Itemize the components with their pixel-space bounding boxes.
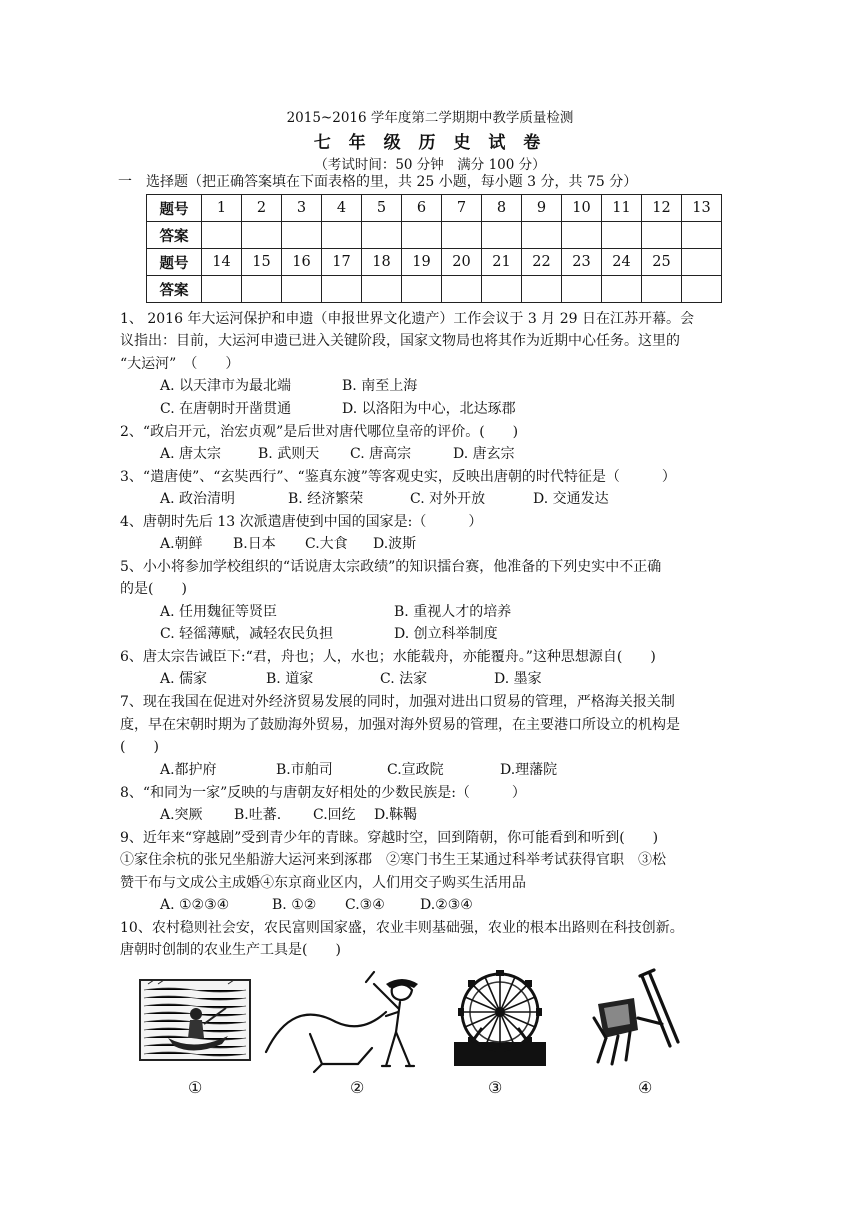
question-number: 7 <box>442 195 482 222</box>
question-number: 24 <box>602 249 642 276</box>
answer-cell[interactable] <box>402 276 442 303</box>
answer-cell[interactable] <box>282 276 322 303</box>
answer-cell[interactable] <box>202 222 242 249</box>
option-b: B. 经济繁荣 <box>288 491 364 507</box>
option-c: C. 对外开放 <box>410 491 486 507</box>
question-6-text: 6、唐太宗告诫臣下:“君，舟也；人，水也；水能载舟，亦能覆舟。”这种思想源自( ) <box>120 649 656 665</box>
answer-cell[interactable] <box>442 276 482 303</box>
option-d: D.理藩院 <box>500 762 558 778</box>
answer-cell[interactable] <box>282 222 322 249</box>
answer-cell[interactable] <box>242 222 282 249</box>
answer-cell[interactable] <box>602 276 642 303</box>
question-9-text: 赞干布与文成公主成婚④东京商业区内，人们用交子购买生活用品 <box>120 875 526 891</box>
question-number: 1 <box>202 195 242 222</box>
exam-info: （考试时间：50 分钟 满分 100 分） <box>314 157 546 173</box>
question-number: 14 <box>202 249 242 276</box>
option-a: A. 儒家 <box>160 671 208 687</box>
table-row <box>147 222 722 249</box>
answer-cell[interactable] <box>442 222 482 249</box>
question-5-text: 的是( ) <box>120 581 187 597</box>
option-b: B. ①② <box>272 897 317 913</box>
table-label: 题号 <box>147 249 202 276</box>
option-a: A. 唐太宗 <box>160 446 222 462</box>
table-label: 答案 <box>147 276 202 303</box>
answer-cell[interactable] <box>602 222 642 249</box>
question-7-text: 7、现在我国在促进对外经济贸易发展的同时，加强对进出口贸易的管理，严格海关报关制 <box>120 694 675 710</box>
option-c: C.宣政院 <box>387 762 444 778</box>
option-a: A. 以天津市为最北端 <box>160 378 292 394</box>
table-row <box>147 195 722 222</box>
answer-cell[interactable] <box>562 222 602 249</box>
question-number: 12 <box>642 195 682 222</box>
option-a: A. ①②③④ <box>160 897 230 913</box>
answer-cell[interactable] <box>682 276 722 303</box>
option-c: C.大食 <box>305 536 348 552</box>
question-number <box>682 249 722 276</box>
question-7-text: ( ) <box>120 739 159 755</box>
curved-plow-image <box>262 968 428 1074</box>
option-d: D. 创立科举制度 <box>394 626 498 642</box>
option-b: B.日本 <box>233 536 276 552</box>
option-a: A.朝鲜 <box>160 536 203 552</box>
question-number: 25 <box>642 249 682 276</box>
figure-label: ② <box>350 1078 365 1097</box>
answer-cell[interactable] <box>482 276 522 303</box>
option-a: A.都护府 <box>160 762 217 778</box>
option-d: D. 交通发达 <box>533 491 609 507</box>
answer-cell[interactable] <box>522 222 562 249</box>
exam-term: 2015~2016 学年度第二学期期中教学质量检测 <box>286 110 574 126</box>
exam-title: 七 年 级 历 史 试 卷 <box>313 133 547 153</box>
question-number: 21 <box>482 249 522 276</box>
option-a: A.突厥 <box>160 807 203 823</box>
question-10-text: 10、农村稳则社会安，农民富则国家盛，农业丰则基础强，农业的根本出路则在科技创新。 <box>120 920 684 936</box>
question-number: 6 <box>402 195 442 222</box>
question-1-text: “大运河” （ ） <box>120 356 240 372</box>
question-10-text: 唐朝时创制的农业生产工具是( ) <box>120 942 341 958</box>
question-1-text: 1、 2016 年大运河保护和申遗（申报世界文化遗产）工作会议于 3 月 29 日在江苏开幕。会 <box>120 311 694 327</box>
option-a: A. 任用魏征等贤臣 <box>160 604 278 620</box>
question-number: 18 <box>362 249 402 276</box>
question-number: 23 <box>562 249 602 276</box>
option-b: B. 武则天 <box>258 446 320 462</box>
question-3-text: 3、“遣唐使”、“玄奘西行”、“鉴真东渡”等客观史实，反映出唐朝的时代特征是（ ） <box>120 469 676 485</box>
question-1-text: 议指出：目前，大运河申遗已进入关键阶段，国家文物局也将其作为近期中心任务。这里的 <box>120 333 680 349</box>
option-d: D. 以洛阳为中心，北达琢郡 <box>342 401 516 417</box>
table-row <box>147 249 722 276</box>
answer-cell[interactable] <box>682 222 722 249</box>
question-number: 15 <box>242 249 282 276</box>
question-number: 17 <box>322 249 362 276</box>
option-c: C.③④ <box>345 897 385 913</box>
option-c: C. 唐高宗 <box>350 446 412 462</box>
question-9-text: 9、近年来“穿越剧”受到青少年的青睐。穿越时空，回到隋朝，你可能看到和听到( ) <box>120 830 659 846</box>
question-5-text: 5、小小将参加学校组织的“话说唐太宗政绩”的知识擂台赛，他准备的下列史实中不正确 <box>120 559 662 575</box>
option-d: D.②③④ <box>420 897 473 913</box>
figure-label: ① <box>188 1078 203 1097</box>
waterwheel-image <box>452 968 548 1068</box>
question-number: 16 <box>282 249 322 276</box>
option-b: B.市舶司 <box>276 762 333 778</box>
option-d: D. 唐玄宗 <box>453 446 515 462</box>
question-4-text: 4、唐朝时先后 13 次派遣唐使到中国的国家是:（ ） <box>120 514 483 530</box>
boat-woodcut-image <box>138 968 254 1064</box>
option-b: B. 道家 <box>266 671 314 687</box>
question-9-text: ①家住余杭的张兄坐船游大运河来到涿郡 ②寒门书生王某通过科举考试获得官职 ③松 <box>120 852 666 868</box>
question-number: 13 <box>682 195 722 222</box>
option-d: D.靺鞨 <box>374 807 418 823</box>
question-number: 11 <box>602 195 642 222</box>
question-number: 20 <box>442 249 482 276</box>
option-c: C. 法家 <box>380 671 428 687</box>
figure-label: ④ <box>638 1078 653 1097</box>
answer-cell[interactable] <box>522 276 562 303</box>
section-heading: 一 选择题（把正确答案填在下面表格的里，共 25 小题，每小题 3 分，共 75 分） <box>118 174 638 190</box>
figure-label: ③ <box>488 1078 503 1097</box>
question-number: 22 <box>522 249 562 276</box>
seeder-image <box>584 968 684 1072</box>
option-c: C. 在唐朝时开凿贯通 <box>160 401 292 417</box>
question-2-text: 2、“政启开元，治宏贞观”是后世对唐代哪位皇帝的评价。( ) <box>120 424 519 440</box>
option-a: A. 政治清明 <box>160 491 236 507</box>
answer-cell[interactable] <box>562 276 602 303</box>
question-number: 5 <box>362 195 402 222</box>
question-number: 9 <box>522 195 562 222</box>
answer-cell[interactable] <box>362 222 402 249</box>
question-number: 4 <box>322 195 362 222</box>
option-b: B.吐蕃. <box>234 807 282 823</box>
question-number: 3 <box>282 195 322 222</box>
option-c: C.回纥 <box>313 807 356 823</box>
option-b: B. 重视人才的培养 <box>394 604 512 620</box>
answer-cell[interactable] <box>362 276 402 303</box>
question-number: 19 <box>402 249 442 276</box>
answer-cell[interactable] <box>482 222 522 249</box>
answer-cell[interactable] <box>642 222 682 249</box>
question-number: 10 <box>562 195 602 222</box>
option-d: D.波斯 <box>373 536 417 552</box>
answer-table <box>146 194 722 303</box>
question-8-text: 8、“和同为一家”反映的与唐朝友好相处的少数民族是:（ ） <box>120 785 526 801</box>
answer-cell[interactable] <box>242 276 282 303</box>
option-c: C. 轻徭薄赋，减轻农民负担 <box>160 626 334 642</box>
question-number: 8 <box>482 195 522 222</box>
question-number: 2 <box>242 195 282 222</box>
question-7-text: 度，早在宋朝时期为了鼓励海外贸易，加强对海外贸易的管理，在主要港口所设立的机构是 <box>120 717 680 733</box>
answer-cell[interactable] <box>322 276 362 303</box>
answer-cell[interactable] <box>322 222 362 249</box>
table-label: 题号 <box>147 195 202 222</box>
answer-cell[interactable] <box>202 276 242 303</box>
table-row <box>147 276 722 303</box>
option-b: B. 南至上海 <box>342 378 418 394</box>
option-d: D. 墨家 <box>494 671 542 687</box>
answer-cell[interactable] <box>642 276 682 303</box>
table-label: 答案 <box>147 222 202 249</box>
answer-cell[interactable] <box>402 222 442 249</box>
